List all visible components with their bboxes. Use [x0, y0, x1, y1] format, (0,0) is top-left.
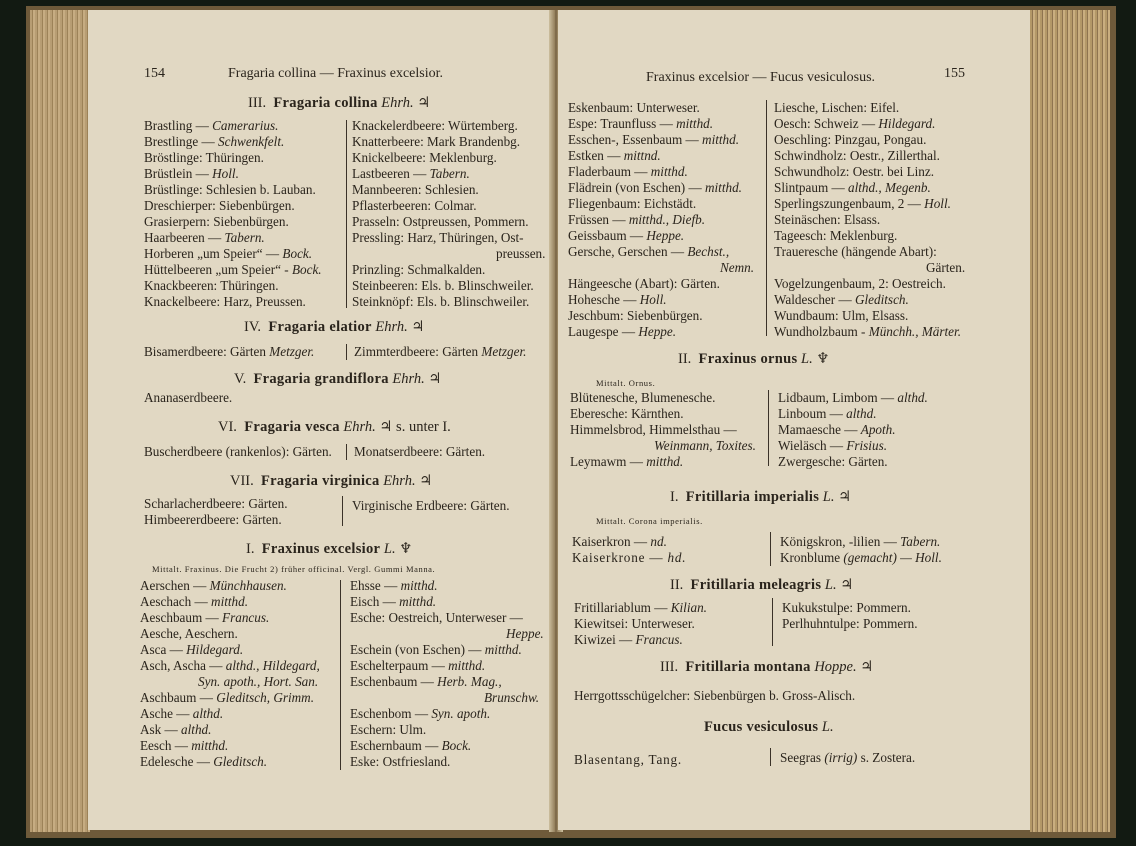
entry: Oesch: Schweiz — Hildegard. [774, 116, 936, 131]
right-page [558, 10, 1030, 830]
entry: Edelesche — Gleditsch. [140, 754, 268, 769]
entry-continuation: Weinmann, Toxites. [654, 438, 756, 453]
entry: Eschenbom — Syn. apoth. [350, 706, 491, 721]
entry: Aeschbaum — Francus. [140, 610, 270, 625]
entry: Himmelsbrod, Himmelsthau — [570, 422, 737, 437]
entry: Knackelbeere: Harz, Preussen. [144, 294, 306, 309]
entry: Ehsse — mitthd. [350, 578, 438, 593]
entry: Herrgottsschügelcher: Siebenbürgen b. Gross-Alisch. [574, 688, 856, 703]
entry: Eske: Ostfriesland. [350, 754, 451, 769]
entry: Hüttelbeeren „um Speier“ - Bock. [144, 262, 322, 277]
entry: Seegras (irrig) s. Zostera. [780, 750, 916, 765]
entry: Sperlingszungenbaum, 2 — Holl. [774, 196, 951, 211]
section-heading: I. Fritillaria imperialis L. ♃ [670, 489, 852, 505]
entry: Königskron, -lilien — Tabern. [780, 534, 941, 549]
entry: Prasseln: Ostpreussen, Pommern. [352, 214, 529, 229]
entry: Haarbeeren — Tabern. [144, 230, 265, 245]
entry: Knackbeeren: Thüringen. [144, 278, 279, 293]
section-heading: III. Fragaria collina Ehrh. ♃ [248, 95, 431, 111]
entry: Buscherdbeere (rankenlos): Gärten. [144, 444, 332, 459]
left-page [88, 10, 554, 830]
entry: Perlhuhntulpe: Pommern. [782, 616, 918, 631]
entry: Kukukstulpe: Pommern. [782, 600, 911, 615]
entry: Asche — althd. [140, 706, 224, 721]
entry: Knackelerdbeere: Würtemberg. [352, 118, 518, 133]
column-rule [340, 580, 341, 770]
column-rule [342, 496, 343, 526]
entry: Gersche, Gerschen — Bechst., [568, 244, 730, 259]
entry: Geissbaum — Heppe. [568, 228, 685, 243]
section-note: Mittalt. Ornus. [596, 378, 656, 388]
entry: Aschbaum — Gleditsch, Grimm. [140, 690, 314, 705]
entry: Traueresche (hängende Abart): [774, 244, 937, 259]
entry: Bisamerdbeere: Gärten Metzger. [144, 344, 315, 359]
entry: Aesche, Aeschern. [140, 626, 238, 641]
section-heading: III. Fritillaria montana Hoppe. ♃ [660, 659, 874, 675]
entry: Aerschen — Münchhausen. [140, 578, 287, 593]
entry: Kiwizei — Francus. [574, 632, 683, 647]
page-number-right: 155 [944, 66, 965, 81]
entry: Zimmterdbeere: Gärten Metzger. [354, 344, 527, 359]
entry: Knatterbeere: Mark Brandenbg. [352, 134, 521, 149]
column-rule [772, 598, 773, 646]
section-heading: II. Fraxinus ornus L. ♆ [678, 351, 830, 367]
entry: Blasentang, Tang. [574, 752, 683, 767]
entry-continuation: Brunschw. [484, 690, 540, 705]
entry: Wundbaum: Ulm, Elsass. [774, 308, 909, 323]
page-edges-right [1030, 10, 1110, 832]
entry: Fladerbaum — mitthd. [568, 164, 688, 179]
entry: Vogelzungenbaum, 2: Oestreich. [774, 276, 946, 291]
entry: Wundholzbaum - Münchh., Märter. [774, 324, 962, 339]
entry: Fliegenbaum: Eichstädt. [568, 196, 697, 211]
entry: Lastbeeren — Tabern. [352, 166, 470, 181]
column-rule [770, 748, 771, 766]
entry: Oeschling: Pinzgau, Pongau. [774, 132, 927, 147]
entry: Esschen-, Essenbaum — mitthd. [568, 132, 740, 147]
entry: Steinäschen: Elsass. [774, 212, 881, 227]
section-heading: II. Fritillaria meleagris L. ♃ [670, 577, 854, 593]
entry: Monatserdbeere: Gärten. [354, 444, 486, 459]
running-head-left: Fragaria collina — Fraxinus excelsior. [228, 66, 443, 81]
entry: Asca — Hildegard. [140, 642, 244, 657]
entry-continuation: Heppe. [506, 626, 544, 641]
entry: Mamaesche — Apoth. [778, 422, 896, 437]
column-rule [768, 390, 769, 466]
entry: Kaiserkrone — hd. [572, 550, 687, 565]
entry: Liesche, Lischen: Eifel. [774, 100, 900, 115]
entry: Asch, Ascha — althd., Hildegard, [140, 658, 320, 673]
entry: Flädrein (von Eschen) — mitthd. [568, 180, 742, 195]
entry: Eschelterpaum — mitthd. [350, 658, 486, 673]
entry: Leymawm — mitthd. [570, 454, 684, 469]
entry: Eschein (von Eschen) — mitthd. [350, 642, 522, 657]
entry: Espe: Traunfluss — mitthd. [568, 116, 714, 131]
entry-continuation: Syn. apoth., Hort. San. [198, 674, 319, 689]
column-rule [766, 100, 767, 336]
entry: Zwergesche: Gärten. [778, 454, 888, 469]
entry: Scharlacherdbeere: Gärten. [144, 496, 288, 511]
column-rule [346, 344, 347, 360]
entry: Eisch — mitthd. [350, 594, 437, 609]
entry: Brastling — Camerarius. [144, 118, 279, 133]
entry: Ask — althd. [140, 722, 212, 737]
entry: Brestlinge — Schwenkfelt. [144, 134, 285, 149]
section-heading: I. Fraxinus excelsior L. ♆ [246, 541, 413, 557]
section-heading: VI. Fragaria vesca Ehrh. ♃ s. unter I. [218, 419, 451, 435]
entry: Laugespe — Heppe. [568, 324, 677, 339]
entry: Pflasterbeeren: Colmar. [352, 198, 477, 213]
entry: Mannbeeren: Schlesien. [352, 182, 479, 197]
section-heading: Fucus vesiculosus L. [704, 719, 834, 735]
running-head-right: Fraxinus excelsior — Fucus vesiculosus. [646, 70, 876, 85]
entry: Linboum — althd. [778, 406, 877, 421]
entry: Eberesche: Kärnthen. [570, 406, 684, 421]
section-heading: IV. Fragaria elatior Ehrh. ♃ [244, 319, 425, 335]
entry: Steinbeeren: Els. b. Blinschweiler. [352, 278, 534, 293]
section-note: Mittalt. Corona imperialis. [596, 516, 703, 526]
page-number-left: 154 [144, 66, 165, 81]
entry: Virginische Erdbeere: Gärten. [352, 498, 510, 513]
entry: Schwundholz: Oestr. bei Linz. [774, 164, 935, 179]
entry: Fritillariablum — Kilian. [574, 600, 707, 615]
section-note: Mittalt. Fraxinus. Die Frucht 2) früher officinal. Vergl. Gummi Manna. [152, 564, 436, 574]
entry: Eskenbaum: Unterweser. [568, 100, 700, 115]
entry: Wieläsch — Frisius. [778, 438, 887, 453]
entry: Horberen „um Speier“ — Bock. [144, 246, 313, 261]
section-heading: V. Fragaria grandiflora Ehrh. ♃ [234, 371, 442, 387]
entry: Bröstlinge: Thüringen. [144, 150, 264, 165]
entry: Lidbaum, Limbom — althd. [778, 390, 928, 405]
entry: Aeschach — mitthd. [140, 594, 249, 609]
entry: Waldescher — Gleditsch. [774, 292, 909, 307]
entry: Ananaserdbeere. [144, 390, 233, 405]
entry: Blütenesche, Blumenesche. [570, 390, 716, 405]
entry: Slintpaum — althd., Megenb. [774, 180, 931, 195]
entry: Prinzling: Schmalkalden. [352, 262, 486, 277]
column-rule [770, 532, 771, 566]
entry: Früssen — mitthd., Diefb. [568, 212, 706, 227]
entry: Tageesch: Meklenburg. [774, 228, 898, 243]
section-heading: VII. Fragaria virginica Ehrh. ♃ [230, 473, 433, 489]
entry-continuation: Gärten. [926, 260, 966, 275]
entry: Kaiserkron — nd. [572, 534, 667, 549]
entry: Pressling: Harz, Thüringen, Ost- [352, 230, 524, 245]
entry: Kiewitsei: Unterweser. [574, 616, 695, 631]
page-edges-left [30, 10, 90, 832]
entry: Knickelbeere: Meklenburg. [352, 150, 497, 165]
entry-continuation: Nemn. [720, 260, 755, 275]
entry: Dreschierper: Siebenbürgen. [144, 198, 295, 213]
entry: Brüstlein — Holl. [144, 166, 239, 181]
entry-continuation: preussen. [496, 246, 546, 261]
entry: Estken — mittnd. [568, 148, 661, 163]
entry: Steinknöpf: Els. b. Blinschweiler. [352, 294, 530, 309]
column-rule [346, 120, 347, 308]
entry: Himbeererdbeere: Gärten. [144, 512, 282, 527]
entry: Eschern: Ulm. [350, 722, 427, 737]
entry: Grasierpern: Siebenbürgen. [144, 214, 289, 229]
entry: Jeschbum: Siebenbürgen. [568, 308, 703, 323]
entry: Brüstlinge: Schlesien b. Lauban. [144, 182, 316, 197]
entry: Schwindholz: Oestr., Zillerthal. [774, 148, 940, 163]
entry: Kronblume (gemacht) — Holl. [780, 550, 942, 565]
entry: Hohesche — Holl. [568, 292, 667, 307]
entry: Eschenbaum — Herb. Mag., [350, 674, 502, 689]
entry: Hängeesche (Abart): Gärten. [568, 276, 720, 291]
column-rule [346, 444, 347, 460]
entry: Eesch — mitthd. [140, 738, 229, 753]
entry: Eschernbaum — Bock. [350, 738, 472, 753]
entry: Esche: Oestreich, Unterweser — [350, 610, 523, 625]
